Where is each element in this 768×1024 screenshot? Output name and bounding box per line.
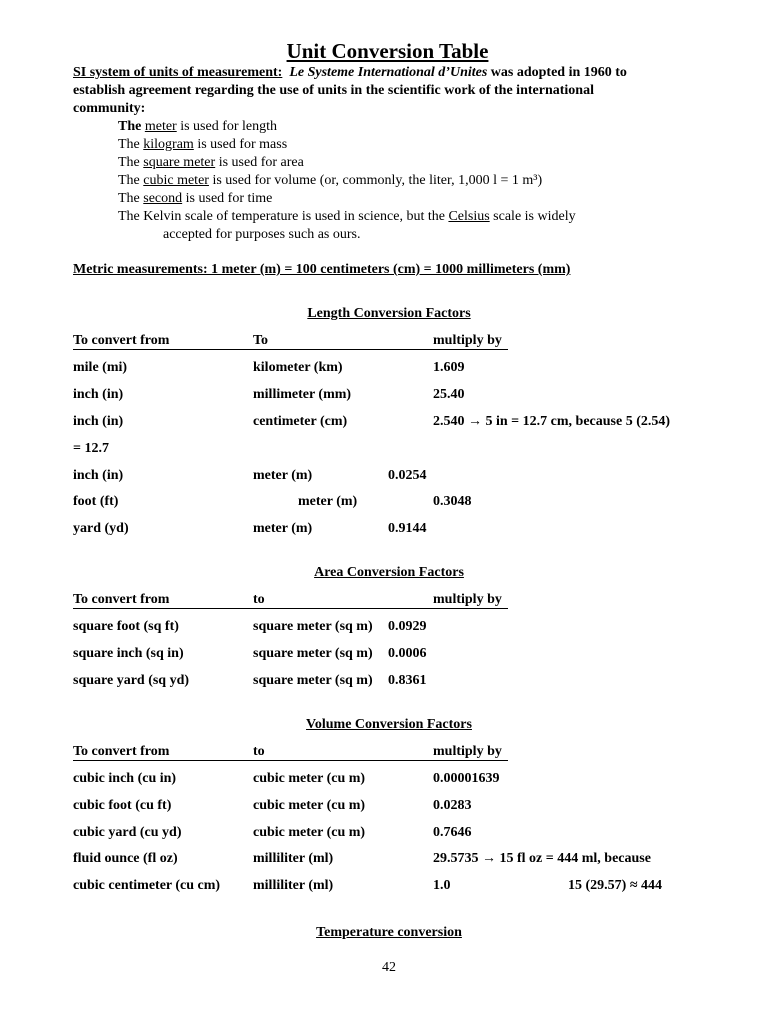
volume-header-rule bbox=[73, 760, 508, 761]
volume-col-to: to bbox=[253, 744, 265, 759]
area-section-heading: Area Conversion Factors bbox=[314, 565, 464, 580]
si-intro-lead: SI system of units of measurement: bbox=[73, 65, 283, 80]
si-unit-pre: The Kelvin scale of temperature is used in science, but the bbox=[118, 209, 449, 224]
volume-to-cell: milliliter (ml) bbox=[253, 878, 334, 893]
length-from-cell: inch (in) bbox=[73, 387, 124, 402]
si-unit-term: Celsius bbox=[448, 209, 490, 224]
area-col-to: to bbox=[253, 592, 265, 607]
si-unit-pre: The bbox=[118, 173, 144, 188]
si-unit-post: scale is widely bbox=[489, 209, 576, 224]
length-to-cell: meter (m) bbox=[253, 521, 313, 536]
length-factor-cell: 0.3048 bbox=[433, 494, 472, 509]
volume-from-cell: cubic inch (cu in) bbox=[73, 771, 177, 786]
metric-measurements-line: Metric measurements: 1 meter (m) = 100 centimeters (cm) = 1000 millimeters (mm) bbox=[73, 262, 571, 277]
volume-factor-cell: 1.0 bbox=[433, 878, 451, 893]
volume-from-cell: cubic yard (cu yd) bbox=[73, 825, 182, 840]
length-section-heading: Length Conversion Factors bbox=[307, 306, 471, 321]
length-factor-cell: 0.0254 bbox=[388, 468, 427, 483]
area-factor-cell: 0.0929 bbox=[388, 619, 427, 634]
volume-from-cell: fluid ounce (fl oz) bbox=[73, 851, 178, 866]
area-factor-cell: 0.0006 bbox=[388, 646, 427, 661]
si-unit-pre: The bbox=[118, 119, 145, 134]
length-to-cell: meter (m) bbox=[253, 468, 313, 483]
area-to-cell: square meter (sq m) bbox=[253, 619, 373, 634]
volume-note: 15 (29.57) ≈ 444 bbox=[568, 878, 663, 893]
volume-col-multiply: multiply by bbox=[433, 744, 502, 759]
si-unit-pre: The bbox=[118, 191, 144, 206]
area-header-rule bbox=[73, 608, 508, 609]
length-overflow-text: = 12.7 bbox=[73, 441, 109, 456]
volume-from-cell: cubic foot (cu ft) bbox=[73, 798, 172, 813]
volume-section-heading: Volume Conversion Factors bbox=[306, 717, 472, 732]
length-factor-cell: 25.40 bbox=[433, 387, 465, 402]
si-unit-post: is used for mass bbox=[193, 137, 288, 152]
si-unit-term: second bbox=[143, 191, 183, 206]
si-unit-pre: The bbox=[118, 137, 144, 152]
si-unit-post: is used for volume (or, commonly, the liter, 1,000 l = 1 m³) bbox=[208, 173, 543, 188]
page-number: 42 bbox=[382, 960, 396, 975]
length-from-cell: inch (in) bbox=[73, 468, 124, 483]
length-factor-cell: 2.540 → 5 in = 12.7 cm, because 5 (2.54) bbox=[433, 414, 671, 429]
si-unit-meter bbox=[118, 118, 277, 136]
length-to-cell: centimeter (cm) bbox=[253, 414, 348, 429]
length-from-cell: inch (in) bbox=[73, 414, 124, 429]
si-unit-post: is used for area bbox=[215, 155, 304, 170]
length-factor-cell: 0.9144 bbox=[388, 521, 427, 536]
si-unit-square-meter bbox=[118, 154, 304, 172]
length-to-cell: meter (m) bbox=[298, 494, 358, 509]
si-unit-term: kilogram bbox=[143, 137, 194, 152]
si-unit-cubic-meter bbox=[118, 172, 542, 190]
length-col-multiply: multiply by bbox=[433, 333, 502, 348]
si-unit-pre: The bbox=[118, 155, 144, 170]
length-col-to: To bbox=[253, 333, 269, 348]
page-title: Unit Conversion Table bbox=[286, 39, 489, 63]
si-intro bbox=[73, 64, 683, 118]
volume-col-from: To convert from bbox=[73, 744, 170, 759]
area-from-cell: square yard (sq yd) bbox=[73, 673, 190, 688]
length-from-cell: foot (ft) bbox=[73, 494, 119, 509]
length-factor-cell: 1.609 bbox=[433, 360, 465, 375]
area-to-cell: square meter (sq m) bbox=[253, 646, 373, 661]
volume-factor-cell: 0.7646 bbox=[433, 825, 472, 840]
volume-factor-cell: 0.00001639 bbox=[433, 771, 500, 786]
si-unit-kilogram bbox=[118, 136, 287, 154]
length-from-cell: mile (mi) bbox=[73, 360, 128, 375]
area-col-multiply: multiply by bbox=[433, 592, 502, 607]
area-factor-cell: 0.8361 bbox=[388, 673, 427, 688]
area-from-cell: square foot (sq ft) bbox=[73, 619, 179, 634]
volume-to-cell: cubic meter (cu m) bbox=[253, 825, 366, 840]
volume-to-cell: cubic meter (cu m) bbox=[253, 771, 366, 786]
area-from-cell: square inch (sq in) bbox=[73, 646, 184, 661]
si-intro-line3: community: bbox=[73, 101, 146, 116]
si-unit-post: is used for time bbox=[182, 191, 273, 206]
si-intro-line2: establish agreement regarding the use of units in the scientific work of the international bbox=[73, 83, 594, 98]
si-unit-kelvin bbox=[118, 208, 576, 226]
si-unit-term: cubic meter bbox=[143, 173, 209, 188]
si-unit-post: is used for length bbox=[176, 119, 278, 134]
volume-to-cell: milliliter (ml) bbox=[253, 851, 334, 866]
length-to-cell: kilometer (km) bbox=[253, 360, 343, 375]
length-header-rule bbox=[73, 349, 508, 350]
volume-factor-cell: 29.5735 → 15 fl oz = 444 ml, because bbox=[433, 851, 651, 866]
si-system-name: Le Systeme International d’Unites bbox=[289, 65, 488, 80]
volume-from-cell: cubic centimeter (cu cm) bbox=[73, 878, 221, 893]
area-to-cell: square meter (sq m) bbox=[253, 673, 373, 688]
si-unit-term: square meter bbox=[143, 155, 216, 170]
si-unit-kelvin-cont: accepted for purposes such as ours. bbox=[163, 227, 361, 242]
area-col-from: To convert from bbox=[73, 592, 170, 607]
length-col-from: To convert from bbox=[73, 333, 170, 348]
volume-to-cell: cubic meter (cu m) bbox=[253, 798, 366, 813]
volume-factor-cell: 0.0283 bbox=[433, 798, 472, 813]
temperature-section-heading: Temperature conversion bbox=[316, 925, 462, 940]
length-from-cell: yard (yd) bbox=[73, 521, 129, 536]
si-unit-second bbox=[118, 190, 272, 208]
si-unit-term: meter bbox=[144, 119, 177, 134]
si-intro-rest: was adopted in 1960 to bbox=[487, 65, 627, 80]
length-to-cell: millimeter (mm) bbox=[253, 387, 352, 402]
